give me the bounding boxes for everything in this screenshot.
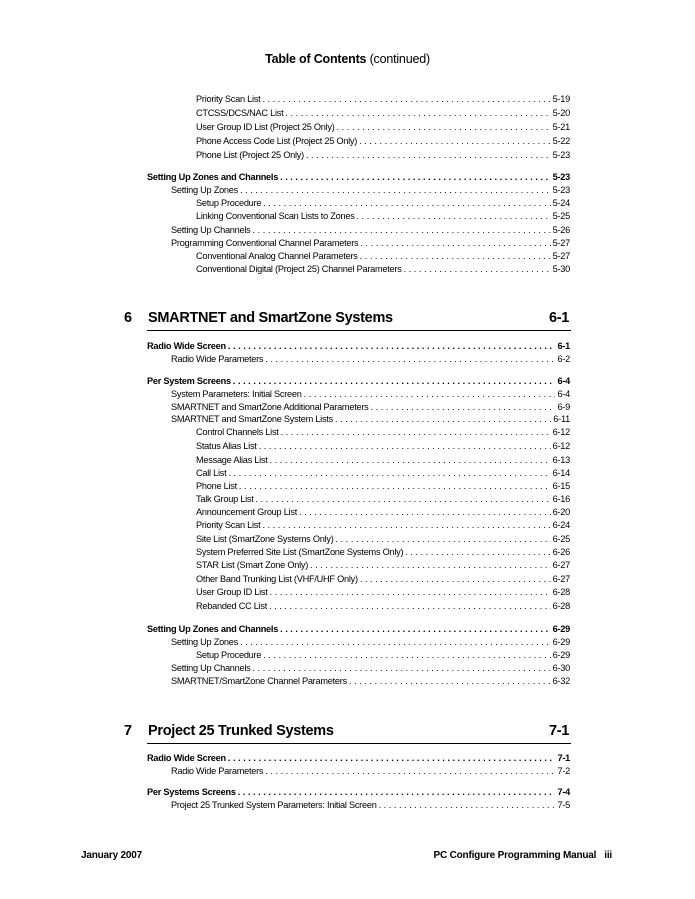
toc-entry-label: Radio Wide Parameters [171,354,264,364]
footer-manual-title: PC Configure Programming Manual [433,850,597,861]
toc-entry-label: Priority Scan List [196,520,261,530]
toc-entry-page: 6-12 [552,441,570,451]
toc-entry[interactable] [196,93,570,105]
toc-entry-label: Linking Conventional Scan Lists to Zones [196,211,355,221]
page-title-main: Table of Contents [265,52,367,66]
toc-entry-page: 6-27 [552,560,570,570]
toc-entry-page: 6-1 [557,341,570,351]
leader-dots [265,353,555,365]
toc-entry-label: Per Systems Screens [147,787,236,797]
toc-entry-label: System Parameters: Initial Screen [171,389,302,399]
toc-entry-page: 6-28 [552,601,570,611]
toc-entry-label: Setting Up Zones and Channels [147,172,279,182]
leader-dots [404,263,551,275]
toc-entry-label: Programming Conventional Channel Parameters [171,238,359,248]
toc-entry-page: 6-29 [552,650,570,660]
leader-dots [299,506,551,518]
toc-entry-page: 6-25 [552,534,570,544]
toc-entry-label: Setup Procedure [196,198,262,208]
leader-dots [280,171,551,183]
leader-dots [253,662,551,674]
toc-entry[interactable] [196,210,570,222]
toc-entry-page: 7-4 [557,787,570,797]
toc-entry-page: 6-32 [552,676,570,686]
leader-dots [265,765,555,777]
toc-entry-label: Setting Up Zones and Channels [147,624,279,634]
leader-dots [270,454,551,466]
toc-entry[interactable] [171,237,570,249]
toc-entry[interactable] [196,586,570,598]
toc-entry[interactable] [196,426,570,438]
toc-entry-page: 7-2 [557,766,570,776]
toc-entry-label: Announcement Group List [196,507,297,517]
leader-dots [357,210,551,222]
toc-entry-label: Conventional Analog Channel Parameters [196,251,358,261]
toc-entry-label: Call List [196,468,227,478]
toc-entry-label: Radio Wide Screen [147,753,226,763]
toc-entry[interactable] [196,480,570,492]
toc-entry[interactable] [196,250,570,262]
toc-entry[interactable] [196,149,570,161]
toc-entry-page: 6-12 [552,427,570,437]
toc-entry-page: 7-1 [557,753,570,763]
leader-dots [360,237,550,249]
toc-entry[interactable] [171,765,570,777]
toc-entry-page: 6-4 [557,376,570,386]
chapter-title: Project 25 Trunked Systems [148,723,334,739]
toc-entry-page: 5-22 [552,136,570,146]
toc-entry-label: Conventional Digital (Project 25) Channel Parameters [196,264,402,274]
footer-date: January 2007 [81,850,142,861]
leader-dots [360,250,551,262]
toc-entry-page: 6-16 [552,494,570,504]
leader-dots [269,600,551,612]
toc-entry-page: 6-29 [552,624,570,634]
toc-entry-page: 6-4 [557,389,570,399]
toc-section-entry[interactable] [147,786,570,798]
toc-entry-page: 5-21 [552,122,570,132]
toc-entry[interactable] [171,224,570,236]
toc-entry-page: 5-26 [552,225,570,235]
toc-section-entry[interactable] [147,375,570,387]
leader-dots [285,107,550,119]
toc-entry-label: Control Channels List [196,427,279,437]
toc-entry-label: Setting Up Channels [171,225,251,235]
toc-entry-label: Site List (SmartZone Systems Only) [196,534,334,544]
toc-entry-page: 6-2 [557,354,570,364]
toc-entry-label: Status Alias List [196,441,257,451]
footer-manual [434,850,612,861]
toc-entry[interactable] [171,388,570,400]
toc-entry[interactable] [196,467,570,479]
toc-entry-label: Message Alias List [196,455,268,465]
toc-entry-label: Other Band Trunking List (VHF/UHF Only) [196,574,358,584]
toc-entry-page: 6-27 [552,574,570,584]
toc-entry-label: SMARTNET and SmartZone Additional Parameters [171,402,369,412]
leader-dots [336,533,551,545]
toc-entry-page: 5-24 [552,198,570,208]
toc-entry-page: 6-30 [552,663,570,673]
toc-entry[interactable] [196,135,570,147]
leader-dots [256,493,551,505]
toc-entry[interactable] [171,353,570,365]
leader-dots [280,623,551,635]
toc-entry[interactable] [196,263,570,275]
leader-dots [238,786,556,798]
leader-dots [371,401,556,413]
toc-entry[interactable] [171,413,570,425]
toc-entry-label: Radio Wide Screen [147,341,226,351]
toc-entry-page: 5-27 [552,251,570,261]
toc-entry-label: STAR List (Smart Zone Only) [196,560,309,570]
leader-dots [233,375,556,387]
toc-section-entry[interactable] [147,171,570,183]
leader-dots [359,135,551,147]
leader-dots [240,636,551,648]
leader-dots [306,149,551,161]
toc-entry[interactable] [196,454,570,466]
toc-entry-page: 6-13 [552,455,570,465]
leader-dots [262,519,550,531]
toc-entry-label: Setting Up Zones [171,185,238,195]
toc-entry-label: CTCSS/DCS/NAC List [196,108,284,118]
toc-entry-page: 6-29 [552,637,570,647]
chapter-number: 7 [124,723,132,739]
toc-entry[interactable] [196,121,570,133]
page-title [0,52,695,66]
toc-entry-label: User Group ID List (Project 25 Only) [196,122,335,132]
leader-dots [240,184,551,196]
toc-entry[interactable] [196,506,570,518]
leader-dots [239,480,551,492]
toc-entry-page: 6-11 [553,414,570,424]
toc-entry-label: Setup Procedure [196,650,262,660]
toc-entry-page: 5-25 [552,211,570,221]
toc-entry-label: System Preferred Site List (SmartZone Systems Only) [196,547,404,557]
leader-dots [228,467,550,479]
leader-dots [228,340,556,352]
chapter-page: 6-1 [548,310,569,326]
leader-dots [263,649,550,661]
chapter-heading[interactable] [124,723,569,739]
toc-entry-label: User Group ID List [196,587,268,597]
leader-dots [263,197,550,209]
toc-entry[interactable] [196,546,570,558]
toc-entry[interactable] [196,649,570,661]
toc-entry-label: Phone List (Project 25 Only) [196,150,304,160]
footer-page-number: iii [604,850,612,861]
toc-entry-page: 5-23 [552,185,570,195]
leader-dots [253,224,551,236]
toc-entry[interactable] [196,573,570,585]
leader-dots [270,586,551,598]
toc-entry[interactable] [171,662,570,674]
toc-entry[interactable] [196,197,570,209]
toc-section-entry[interactable] [147,752,570,764]
toc-entry-page: 6-20 [552,507,570,517]
leader-dots [304,388,556,400]
leader-dots [360,573,551,585]
toc-entry[interactable] [196,600,570,612]
chapter-number: 6 [124,310,132,326]
toc-entry-page: 6-9 [557,402,570,412]
toc-entry[interactable] [171,184,570,196]
chapter-page: 7-1 [548,723,569,739]
toc-entry-label: Rebanded CC List [196,601,268,611]
toc-entry-label: Setting Up Channels [171,663,251,673]
toc-section-entry[interactable] [147,340,570,352]
chapter-rule [147,330,571,331]
toc-entry-page: 5-23 [552,172,570,182]
toc-entry-page: 6-14 [552,468,570,478]
toc-entry-label: Phone List [196,481,237,491]
toc-entry-label: Priority Scan List [196,94,261,104]
toc-entry[interactable] [196,533,570,545]
toc-entry-label: Radio Wide Parameters [171,766,264,776]
toc-entry[interactable] [171,799,570,811]
toc-entry-page: 5-30 [552,264,570,274]
leader-dots [228,752,556,764]
toc-entry[interactable] [196,440,570,452]
chapter-rule [147,743,571,744]
leader-dots [310,559,551,571]
page-title-suffix: (continued) [366,52,430,66]
leader-dots [262,93,550,105]
toc-entry-label: SMARTNET and SmartZone System Lists [171,414,333,424]
toc-entry-page: 5-19 [552,94,570,104]
toc-entry[interactable] [171,675,570,687]
toc-entry-page: 5-20 [552,108,570,118]
toc-entry[interactable] [171,401,570,413]
toc-section-entry[interactable] [147,623,570,635]
toc-entry-label: Per System Screens [147,376,231,386]
toc-entry-page: 6-28 [552,587,570,597]
toc-entry[interactable] [171,636,570,648]
toc-entry-label: Phone Access Code List (Project 25 Only) [196,136,358,146]
toc-entry-label: Project 25 Trunked System Parameters: Initial Screen [171,800,377,810]
toc-entry[interactable] [196,107,570,119]
toc-entry[interactable] [196,559,570,571]
toc-entry-page: 6-26 [552,547,570,557]
toc-entry-page: 6-24 [552,520,570,530]
leader-dots [259,440,551,452]
toc-entry[interactable] [196,519,570,531]
leader-dots [335,413,551,425]
toc-entry[interactable] [196,493,570,505]
toc-entry-page: 6-15 [552,481,570,491]
toc-entry-page: 5-23 [552,150,570,160]
leader-dots [281,426,551,438]
toc-entry-page: 5-27 [552,238,570,248]
chapter-heading[interactable] [124,310,569,326]
toc-entry-label: Talk Group List [196,494,254,504]
toc-entry-label: SMARTNET/SmartZone Channel Parameters [171,676,347,686]
toc-entry-page: 7-5 [557,800,570,810]
toc-entry-label: Setting Up Zones [171,637,238,647]
leader-dots [337,121,551,133]
leader-dots [405,546,550,558]
leader-dots [349,675,551,687]
leader-dots [379,799,556,811]
chapter-title: SMARTNET and SmartZone Systems [148,310,393,326]
